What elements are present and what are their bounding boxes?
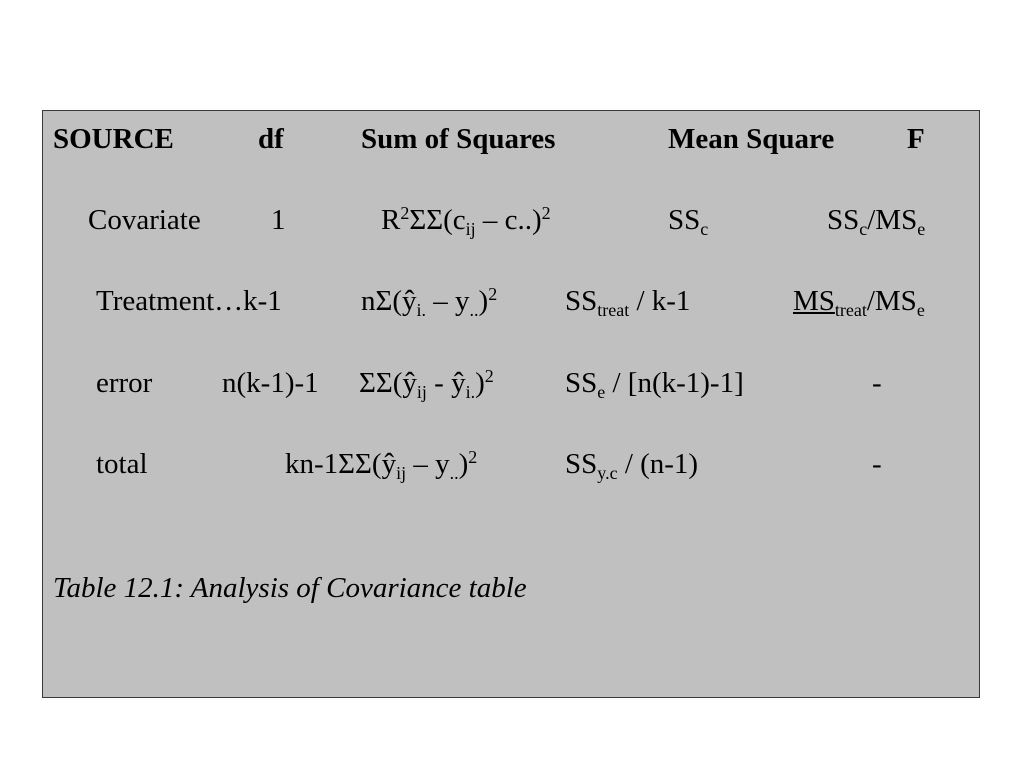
total-f: - [872, 448, 882, 480]
treatment-f: $MS_{treat}/MS_e$ [793, 285, 925, 320]
treatment-ss: $n\Sigma(ŷ_{i.} - y_{..})^2$ [361, 284, 498, 320]
header-mean-square: Mean Square [668, 123, 835, 155]
header-sum-of-squares: Sum of Squares [361, 123, 556, 155]
error-df: n(k-1)-1 [222, 367, 319, 399]
error-ms: $SS_e / [n(k-1)-1]$ [565, 367, 744, 402]
header-f: F [907, 123, 925, 155]
header-source: SOURCE [53, 123, 174, 155]
error-source: error [96, 367, 153, 399]
covariate-ss: $R^2\Sigma\Sigma(c_{ij} - c..)^2$ [381, 203, 551, 239]
covariate-ms: $SS_c$ [668, 204, 709, 239]
covariate-source: Covariate [88, 204, 201, 236]
header-df: df [258, 123, 284, 155]
treatment-source-df: Treatment…k-1 [96, 285, 282, 317]
error-ss: $\Sigma\Sigma(ŷ_{ij}$ - $ŷ_{i.})^2$ [359, 366, 494, 402]
table-caption: Table 12.1: Analysis of Covariance table [53, 572, 527, 604]
treatment-ms: $SS_{treat} / k-1$ [565, 285, 691, 320]
covariate-df: 1 [271, 204, 286, 236]
error-f: - [872, 367, 882, 399]
covariate-f: $SS_c/MS_e$ [827, 204, 926, 239]
ancova-table-panel [42, 110, 980, 698]
total-df-ss: $kn-1\Sigma\Sigma(ŷ_{ij} - y_{..})^2$ [285, 447, 478, 483]
total-ms: $SS_{y.c} / (n-1)$ [565, 448, 699, 483]
total-source: total [96, 448, 148, 480]
